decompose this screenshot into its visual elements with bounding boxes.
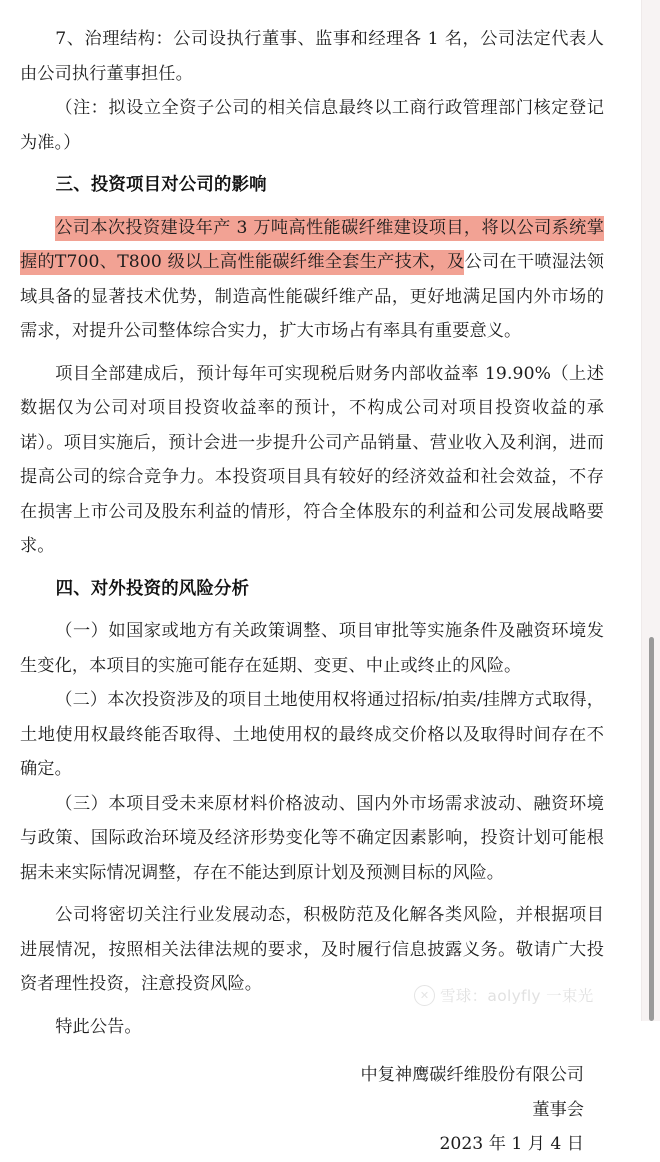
paragraph-special-notice: 特此公告。: [55, 1016, 142, 1037]
scrollbar-track[interactable]: [651, 0, 657, 1021]
spacer-before-returns: [0, 349, 626, 357]
spacer-before-signature: [0, 1044, 626, 1058]
heading-section-three: 三、投资项目对公司的影响: [55, 175, 267, 195]
paragraph-risk-three: （三）本项目受未来原材料价格波动、国内外市场需求波动、融资环境与政策、国际政治环境及经济形势变化等不确定因素影响，投资计划可能根据未来实际情况调整，存在不能达到原计划及预测目标的风险。: [20, 793, 604, 883]
highlighted-text: 公司本次投资建设年产 3 万吨高性能碳纤维建设项目，将以公司系统掌握的T700、T800 级以上高性能碳纤维全套生产技术，及: [20, 216, 604, 276]
scrollbar-thumb[interactable]: [649, 637, 654, 1021]
spacer-after-heading-three: [0, 203, 626, 211]
spacer-after-heading-four: [0, 606, 626, 614]
signature-board: 董事会: [532, 1099, 584, 1120]
paragraph-closing-statement: 公司将密切关注行业发展动态，积极防范及化解各类风险，并根据项目进展情况，按照相关法律法规的要求，及时履行信息披露义务。敬请广大投资者理性投资，注意投资风险。: [20, 905, 604, 994]
paragraph-risk-two: （二）本次投资涉及的项目土地使用权将通过招标/拍卖/挂牌方式取得，土地使用权最终能否取得、土地使用权的最终成交价格以及取得时间存在不确定。: [20, 690, 604, 779]
paragraph-expected-returns: 项目全部建成后，预计每年可实现税后财务内部收益率 19.90%（上述数据仅为公司对项目投资收益率的预计，不构成公司对项目投资收益的承诺）。项目实施后，预计会进一步提升公司产品销量、营业收入及利润，进而提高公司的综合竞争力。本投资项目具有较好的经济效益和社会效益，不存在损害上市公司及股东利益的情形，符合全体股东的利益和公司发展战略要求。: [20, 363, 604, 556]
paragraph-project-impact-rest: 公司在干喷湿法领域具备的显著技术优势，制造高性能碳纤维产品，更好地满足国内外市场的需求，对提升公司整体综合实力，扩大市场占有率具有重要意义。: [20, 252, 604, 341]
xueqiu-logo-icon: ✕: [414, 985, 435, 1006]
watermark-text: 雪球：aolyfly 一束光: [440, 987, 594, 1005]
spacer-before-closing: [0, 890, 626, 898]
paragraph-governance-structure: 7、治理结构：公司设执行董事、监事和经理各 1 名，公司法定代表人由公司执行董事担任。: [20, 29, 604, 84]
heading-section-four: 四、对外投资的风险分析: [55, 578, 250, 599]
signature-date: 2023 年 1 月 4 日: [439, 1134, 584, 1154]
spacer-before-heading-four: [0, 564, 626, 572]
spacer-before-notice: [0, 1002, 626, 1010]
paragraph-risk-one: （一）如国家或地方有关政策调整、项目审批等实施条件及融资环境发生变化，本项目的实施可能存在延期、变更、中止或终止的风险。: [20, 621, 604, 676]
signature-company-name: 中复神鹰碳纤维股份有限公司: [360, 1065, 584, 1085]
paragraph-registration-note: （注：拟设立全资子公司的相关信息最终以工商行政管理部门核定登记为准。）: [20, 98, 604, 153]
paragraph-project-impact: [0, 211, 626, 349]
spacer-before-heading-three: [0, 160, 626, 168]
top-spacer: [0, 0, 626, 22]
